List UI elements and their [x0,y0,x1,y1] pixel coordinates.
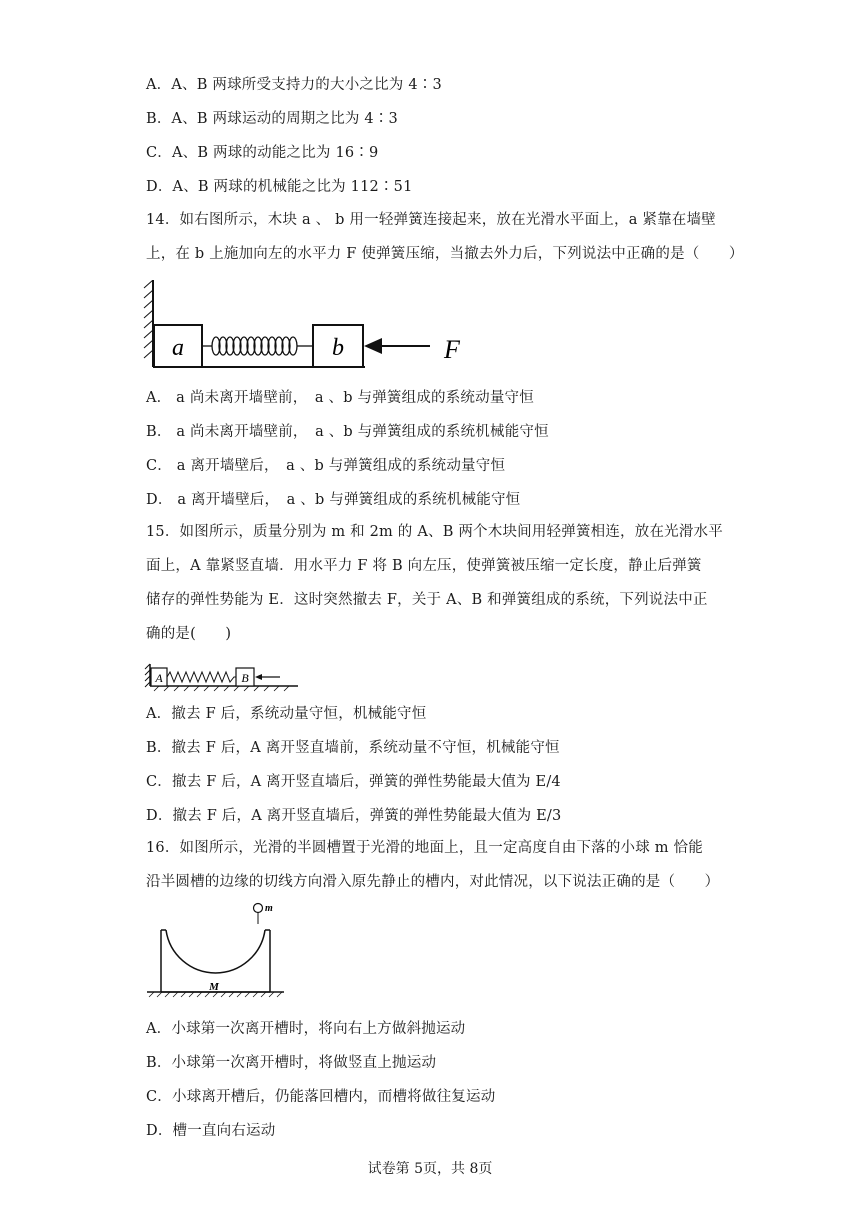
q15-option-b: B．撤去 F 后，A 离开竖直墙前，系统动量不守恒，机械能守恒 [146,740,560,756]
q15-block-b-label: B [241,671,249,685]
q15-option-c: C．撤去 F 后，A 离开竖直墙后，弹簧的弹性势能最大值为 E/4 [146,774,561,790]
q14-option-c: C． a 离开墙壁后， a 、b 与弹簧组成的系统动量守恒 [146,458,506,474]
q14-force-label: F [444,335,460,364]
q14-stem-line1: 14．如右图所示，木块 a 、 b 用一轻弹簧连接起来，放在光滑水平面上，a 紧靠在墙壁 [146,212,716,228]
q14-force-arrow [364,338,430,354]
q14-block-b-label: b [332,335,344,361]
q14-stem-line2: 上，在 b 上施加向左的水平力 F 使弹簧压缩，当撤去外力后，下列说法中正确的是（ ） [146,246,744,262]
q15-figure [144,662,304,692]
q14-figure [140,280,480,375]
q15-stem-line4: 确的是( ) [146,626,232,642]
q15-stem-line2: 面上，A 靠紧竖直墙．用水平力 F 将 B 向左压，使弹簧被压缩一定长度，静止后弹簧 [146,558,702,574]
q14-spring [202,337,313,355]
q16-option-a: A．小球第一次离开槽时，将向右上方做斜抛运动 [146,1021,466,1037]
q15-stem-line3: 储存的弹性势能为 E．这时突然撤去 F，关于 A、B 和弹簧组成的系统，下列说法中正 [146,592,708,608]
q16-figure [144,900,289,1005]
q16-stem-line2: 沿半圆槽的边缘的切线方向滑入原先静止的槽内，对此情况，以下说法正确的是（ ） [146,874,720,890]
q16-option-c: C．小球离开槽后，仍能落回槽内，而槽将做往复运动 [146,1089,496,1105]
q13-option-b: B．A、B 两球运动的周期之比为 4∶3 [146,111,398,127]
page-footer: 试卷第 5页，共 8页 [367,1161,493,1177]
q15-force-arrow [255,674,280,680]
q13-option-a: A．A、B 两球所受支持力的大小之比为 4∶3 [146,77,442,93]
q15-block-a-label: A [155,671,163,685]
q14-block-a-label: a [172,335,184,361]
q13-option-d: D．A、B 两球的机械能之比为 112∶51 [146,179,413,195]
q16-ball-label: m [265,903,273,914]
q14-wall [144,280,153,367]
q16-groove-label: M [209,981,219,993]
q16-stem-line1: 16．如图所示，光滑的半圆槽置于光滑的地面上，且一定高度自由下落的小球 m 恰能 [146,840,703,856]
q14-option-d: D． a 离开墙壁后， a 、b 与弹簧组成的系统机械能守恒 [146,492,521,508]
q15-wall [145,664,150,687]
q14-option-a: A． a 尚未离开墙壁前， a 、b 与弹簧组成的系统动量守恒 [146,390,534,406]
q16-ball [254,904,263,913]
q15-spring [167,672,236,682]
q16-option-b: B．小球第一次离开槽时，将做竖直上抛运动 [146,1055,437,1071]
q14-option-b: B． a 尚未离开墙壁前， a 、b 与弹簧组成的系统机械能守恒 [146,424,549,440]
q15-stem-line1: 15．如图所示，质量分别为 m 和 2m 的 A、B 两个木块间用轻弹簧相连，放在光滑水平 [146,524,723,540]
q13-option-c: C．A、B 两球的动能之比为 16∶9 [146,145,379,161]
q15-option-a: A．撤去 F 后，系统动量守恒，机械能守恒 [146,706,427,722]
q15-option-d: D．撤去 F 后，A 离开竖直墙后，弹簧的弹性势能最大值为 E/3 [146,808,562,824]
q16-option-d: D．槽一直向右运动 [146,1123,276,1139]
